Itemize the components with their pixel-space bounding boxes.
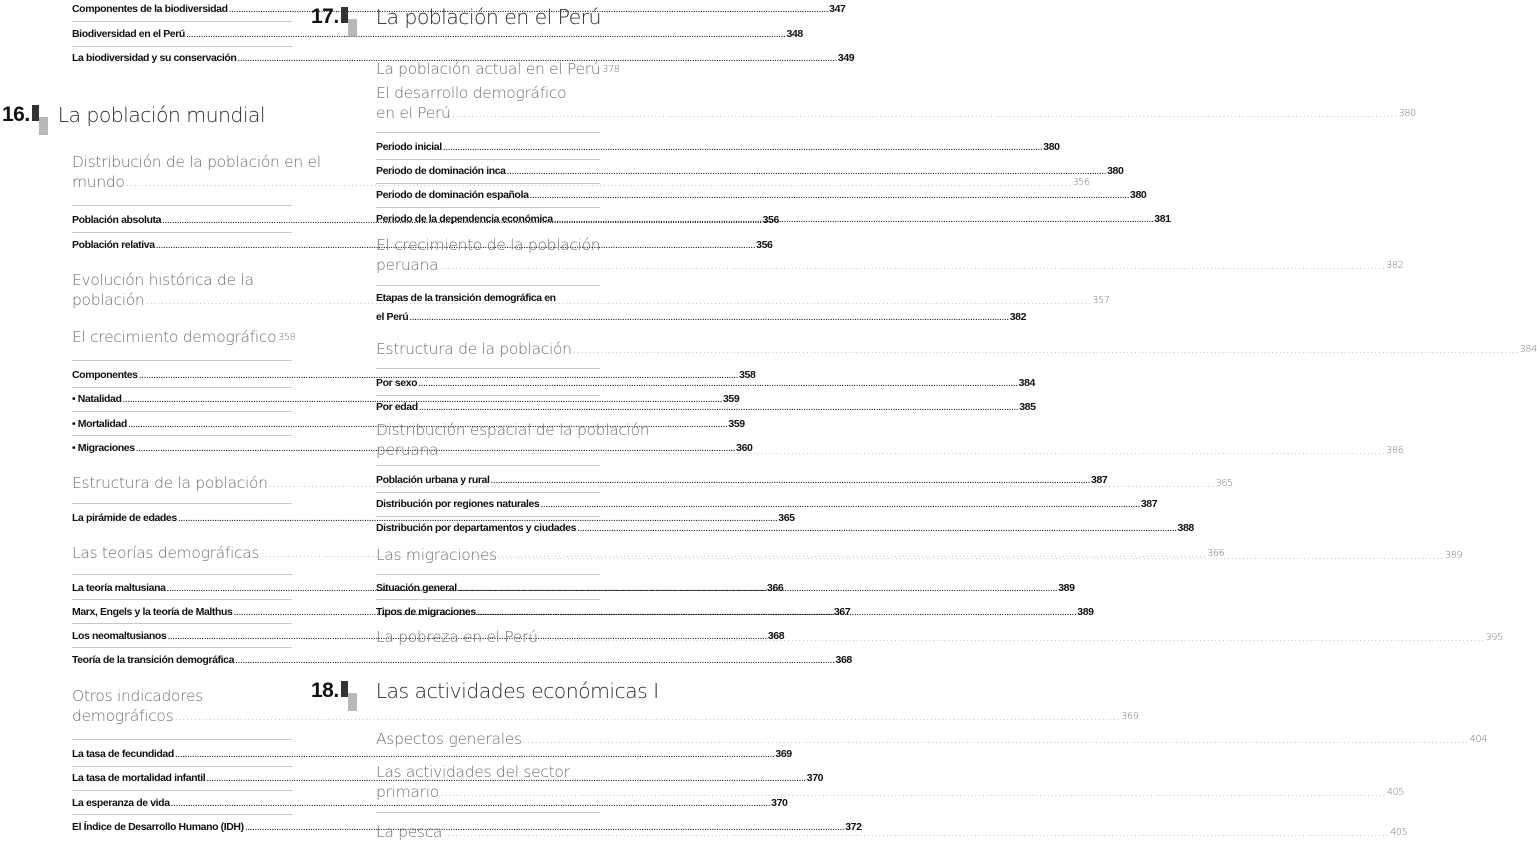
- toc-entry-tasa-fecundidad[interactable]: La tasa de fecundidad ..... 369: [72, 747, 292, 761]
- divider: [376, 516, 600, 517]
- divider: [72, 21, 292, 22]
- divider: [72, 814, 292, 815]
- chapter-16-heading[interactable]: [2, 103, 265, 135]
- toc-entry-mortalidad[interactable]: • Mortalidad ..... 359: [72, 417, 292, 431]
- toc-entry-componentes-biodiversidad[interactable]: Componentes de la biodiversidad ..... 347: [72, 2, 292, 16]
- toc-entry-por-sexo[interactable]: Por sexo ..... 384: [376, 376, 600, 390]
- chapter-title: Las actividades económicas I: [375, 679, 659, 703]
- chapter-18-heading[interactable]: [311, 679, 659, 711]
- chapter-number: 16.: [2, 103, 30, 126]
- divider: [376, 599, 600, 600]
- divider: [72, 411, 292, 412]
- chapter-square-icon: [32, 105, 48, 135]
- chapter-title: La población en el Perú: [375, 5, 601, 29]
- toc-section-aspectos-generales[interactable]: Aspectos generales ..... 404: [376, 729, 600, 749]
- divider: [72, 790, 292, 791]
- divider: [72, 503, 292, 504]
- toc-section-otros-indicadores[interactable]: Otros indicadores demográficos ..... 369: [72, 686, 292, 726]
- toc-entry-situacion-general[interactable]: Situación general ..... 389: [376, 581, 600, 595]
- chapter-title: La población mundial: [57, 103, 265, 127]
- toc-section-distribucion-mundo[interactable]: Distribución de la población en el mundo ..... 356: [72, 152, 292, 192]
- divider: [376, 395, 600, 396]
- toc-entry-esperanza-vida[interactable]: La esperanza de vida ..... 370: [72, 796, 292, 810]
- toc-entry-componentes[interactable]: Componentes ..... 358: [72, 368, 292, 382]
- divider: [72, 647, 292, 648]
- divider: [376, 159, 600, 160]
- divider: [72, 623, 292, 624]
- divider: [72, 387, 292, 388]
- toc-entry-tipos-migraciones[interactable]: Tipos de migraciones ..... 389: [376, 605, 600, 619]
- toc-section-poblacion-actual[interactable]: La población actual en el Perú 378: [376, 60, 620, 78]
- toc-entry-natalidad[interactable]: • Natalidad ..... 359: [72, 392, 292, 406]
- toc-entry-poblacion-absoluta[interactable]: Población absoluta ..... 356: [72, 213, 292, 227]
- divider: [72, 46, 292, 47]
- toc-entry-migraciones[interactable]: • Migraciones ..... 360: [72, 441, 292, 455]
- toc-entry-mortalidad-infantil[interactable]: La tasa de mortalidad infantil ..... 370: [72, 771, 292, 785]
- toc-entry-teoria-maltusiana[interactable]: La teoría maltusiana ..... 366: [72, 581, 292, 595]
- toc-entry-poblacion-relativa[interactable]: Población relativa ..... 356: [72, 238, 292, 252]
- divider: [72, 739, 292, 740]
- toc-section-pobreza[interactable]: La pobreza en el Perú ..... 395: [376, 627, 600, 647]
- divider: [72, 205, 292, 206]
- toc-entry-biodiversidad-conservacion[interactable]: La biodiversidad y su conservación ..... 349: [72, 51, 292, 65]
- divider: [72, 599, 292, 600]
- toc-entry-periodo-inicial[interactable]: Periodo inicial ..... 380: [376, 140, 600, 154]
- chapter-number: 18.: [311, 679, 339, 702]
- divider: [72, 435, 292, 436]
- chapter-17-heading[interactable]: [311, 5, 601, 37]
- divider: [72, 232, 292, 233]
- divider: [376, 132, 600, 133]
- toc-section-sector-primario[interactable]: Las actividades del sector primario ..... 405: [376, 762, 600, 802]
- toc-entry-idh[interactable]: El Índice de Desarrollo Humano (IDH) ..... 372: [72, 820, 292, 834]
- divider: [72, 574, 292, 575]
- toc-section-distribucion-espacial[interactable]: Distribución espacial de la población peruana ..... 386: [376, 420, 600, 460]
- toc-entry-dominacion-espanola[interactable]: Periodo de dominación española ..... 380: [376, 188, 600, 202]
- chapter-number: 17.: [311, 5, 339, 28]
- chapter-square-icon: [341, 7, 357, 37]
- toc-section-teorias-demograficas[interactable]: Las teorías demográficas ..... 366: [72, 543, 292, 563]
- divider: [376, 285, 600, 286]
- divider: [376, 368, 600, 369]
- divider: [376, 812, 600, 813]
- divider: [376, 492, 600, 493]
- toc-entry-transicion-demografica[interactable]: Teoría de la transición demográfica ..... 368: [72, 653, 292, 667]
- toc-entry-biodiversidad-peru[interactable]: Biodiversidad en el Perú ..... 348: [72, 27, 292, 41]
- toc-section-crecimiento-peruana[interactable]: El crecimiento de la población peruana ..... 382: [376, 235, 600, 275]
- toc-section-estructura-poblacion[interactable]: Estructura de la población ..... 365: [72, 473, 292, 493]
- divider: [376, 183, 600, 184]
- toc-entry-dominacion-inca[interactable]: Periodo de dominación inca ..... 380: [376, 164, 600, 178]
- divider: [72, 360, 292, 361]
- toc-section-pesca[interactable]: La pesca ..... 405: [376, 822, 600, 842]
- toc-entry-urbana-rural[interactable]: Población urbana y rural ..... 387: [376, 473, 600, 487]
- toc-entry-piramide-edades[interactable]: La pirámide de edades ..... 365: [72, 511, 292, 525]
- toc-entry-etapas-transicion[interactable]: Etapas de la transición demográfica en el Perú ..... 382: [376, 291, 600, 324]
- divider: [376, 574, 600, 575]
- toc-section-desarrollo-demografico[interactable]: El desarrollo demográfico en el Perú ..... 380: [376, 83, 600, 123]
- divider: [376, 465, 600, 466]
- toc-entry-neomaltusianos[interactable]: Los neomaltusianos ..... 368: [72, 629, 292, 643]
- toc-entry-por-edad[interactable]: Por edad ..... 385: [376, 400, 600, 414]
- toc-entry-departamentos-ciudades[interactable]: Distribución por departamentos y ciudades ..... 388: [376, 521, 600, 535]
- toc-section-migraciones[interactable]: Las migraciones ..... 389: [376, 545, 600, 565]
- toc-entry-regiones-naturales[interactable]: Distribución por regiones naturales ..... 387: [376, 497, 600, 511]
- divider: [376, 207, 600, 208]
- toc-entry-dependencia-economica[interactable]: Periodo de la dependencia económica ..... 381: [376, 212, 600, 226]
- toc-section-crecimiento-demografico[interactable]: El crecimiento demográfico 358: [72, 328, 296, 346]
- toc-entry-marx-engels-malthus[interactable]: Marx, Engels y la teoría de Malthus ..... 367: [72, 605, 292, 619]
- toc-section-estructura-poblacion[interactable]: Estructura de la población ..... 384: [376, 339, 600, 359]
- divider: [72, 766, 292, 767]
- chapter-square-icon: [341, 681, 357, 711]
- toc-section-evolucion-historica[interactable]: Evolución histórica de la población ..... 357: [72, 270, 292, 310]
